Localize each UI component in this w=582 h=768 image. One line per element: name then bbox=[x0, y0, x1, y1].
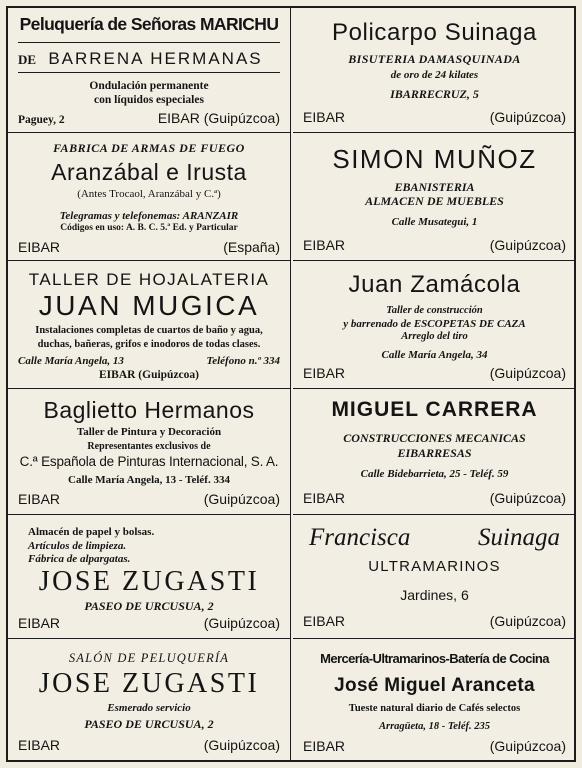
ad-aranzabal-irusta bbox=[8, 133, 290, 261]
ad-footer bbox=[18, 110, 280, 126]
ad-footer bbox=[303, 490, 566, 506]
ad-name: Juan Zamácola bbox=[348, 271, 521, 298]
ad-name: Policarpo Suinaga bbox=[331, 19, 537, 46]
advertisement-page bbox=[6, 6, 576, 762]
ad-province: (Guipúzcoa) bbox=[203, 615, 280, 631]
ad-line: Fábrica de alpargatas. bbox=[28, 553, 131, 565]
ad-footer bbox=[18, 239, 280, 255]
ad-province: (Guipúzcoa) bbox=[489, 738, 566, 754]
ad-jose-miguel-aranceta bbox=[293, 639, 576, 764]
ad-line: Arreglo del tiro bbox=[401, 331, 468, 342]
ad-address: Calle Musategui, 1 bbox=[391, 216, 478, 228]
ad-address: Jardines, 6 bbox=[400, 587, 469, 603]
ad-city: EIBAR (Guipúzcoa) bbox=[99, 369, 199, 381]
ad-address: IBARRECRUZ, 5 bbox=[390, 87, 479, 101]
ad-desc: EBANISTERIA bbox=[394, 180, 475, 194]
ad-first-name: Francisca bbox=[309, 524, 411, 551]
ad-footer bbox=[303, 365, 566, 381]
ad-footer bbox=[18, 737, 280, 753]
ad-line: Artículos de limpieza. bbox=[28, 540, 127, 552]
ad-desc: ULTRAMARINOS bbox=[368, 558, 501, 575]
ad-city: EIBAR bbox=[303, 365, 346, 381]
ad-city: EIBAR bbox=[18, 615, 61, 631]
ad-headline: Peluquería de Señoras MARICHU bbox=[19, 14, 279, 34]
ad-line: Taller de construcción bbox=[386, 305, 483, 316]
ad-address: Calle María Angela, 13 bbox=[18, 355, 124, 367]
ad-miguel-carrera bbox=[293, 389, 576, 515]
ad-province: (Guipúzcoa) bbox=[489, 490, 566, 506]
ad-name: Baglietto Hermanos bbox=[43, 397, 255, 423]
ad-address: Paguey, 2 bbox=[18, 114, 65, 126]
ad-sub: ALMACEN DE MUEBLES bbox=[365, 194, 504, 208]
right-column bbox=[293, 8, 576, 760]
left-column bbox=[8, 8, 291, 760]
ad-line: Ondulación permanente bbox=[89, 80, 209, 92]
ad-name bbox=[309, 524, 560, 552]
ad-city: EIBAR bbox=[18, 737, 61, 753]
ad-footer bbox=[18, 491, 280, 507]
ad-headline: Mercería-Ultramarinos-Batería de Cocina bbox=[320, 651, 549, 666]
ad-footer bbox=[303, 237, 566, 253]
ad-name: SIMON MUÑOZ bbox=[332, 144, 537, 174]
ad-footer bbox=[303, 613, 566, 629]
ad-sub: EIBARRESAS bbox=[397, 446, 472, 460]
ad-jose-zugasti-almacen bbox=[8, 515, 290, 639]
ad-desc: CONSTRUCCIONES MECANICAS bbox=[343, 431, 526, 445]
ad-line: con líquidos especiales bbox=[94, 94, 204, 106]
ad-codes: Códigos en uso: A. B. C. 5.ª Ed. y Particular bbox=[60, 223, 238, 233]
ad-city: EIBAR bbox=[18, 491, 61, 507]
ad-contact bbox=[18, 355, 280, 367]
ad-city: EIBAR (Guipúzcoa) bbox=[157, 110, 280, 126]
ad-city: EIBAR bbox=[303, 738, 346, 754]
ad-kicker: TALLER DE HOJALATERIA bbox=[28, 270, 270, 289]
ad-kicker: SALÓN DE PELUQUERÍA bbox=[68, 651, 230, 665]
ad-city: EIBAR bbox=[303, 237, 346, 253]
ad-address: Arragüeta, 18 - Teléf. 235 bbox=[378, 721, 491, 732]
ad-owners: BARRENA HERMANAS bbox=[48, 49, 263, 68]
ad-name: JOSE ZUGASTI bbox=[38, 668, 260, 699]
ad-address: Calle María Angela, 13 - Teléf. 334 bbox=[68, 474, 230, 486]
ad-province: (Guipúzcoa) bbox=[489, 109, 566, 125]
ad-name: JOSE ZUGASTI bbox=[38, 566, 260, 597]
divider bbox=[18, 72, 280, 73]
ad-desc: BISUTERIA DAMASQUINADA bbox=[348, 52, 521, 66]
divider bbox=[18, 42, 280, 43]
ad-former-name: (Antes Trocaol, Aranzábal y C.ª) bbox=[77, 188, 221, 200]
ad-baglietto-hermanos bbox=[8, 389, 290, 515]
ad-province: (Guipúzcoa) bbox=[203, 737, 280, 753]
ad-juan-zamacola bbox=[293, 261, 576, 389]
de-label: DE bbox=[18, 52, 37, 67]
ad-telegrams: Telegramas y telefonemas: ARANZAIR bbox=[59, 210, 239, 222]
ad-province: (Guipúzcoa) bbox=[489, 237, 566, 253]
ad-name: JUAN MUGICA bbox=[38, 290, 260, 321]
ad-city: EIBAR bbox=[303, 490, 346, 506]
ad-kicker: FABRICA DE ARMAS DE FUEGO bbox=[53, 141, 245, 155]
ad-province: (Guipúzcoa) bbox=[203, 491, 280, 507]
ad-jose-zugasti-peluqueria bbox=[8, 639, 290, 764]
ad-city: EIBAR bbox=[18, 239, 61, 255]
ad-desc: Tueste natural diario de Cafés selectos bbox=[348, 703, 521, 714]
ad-line: y barrenado de ESCOPETAS DE CAZA bbox=[343, 318, 526, 330]
ad-footer bbox=[303, 109, 566, 125]
ad-phone: Teléfono n.º 334 bbox=[206, 355, 280, 367]
ad-city: EIBAR bbox=[303, 613, 346, 629]
ad-address: PASEO DE URCUSUA, 2 bbox=[84, 717, 214, 731]
ad-name: José Miguel Aranceta bbox=[334, 675, 535, 696]
ad-address: PASEO DE URCUSUA, 2 bbox=[84, 599, 214, 613]
ad-address: Calle María Angela, 34 bbox=[381, 349, 488, 361]
ad-peluqueria-marichu bbox=[8, 8, 290, 133]
ad-line: Almacén de papel y bolsas. bbox=[28, 526, 155, 538]
ad-country: (España) bbox=[223, 239, 280, 255]
ad-desc: Taller de Pintura y Decoración bbox=[76, 426, 222, 438]
ad-name: Aranzábal e Irusta bbox=[51, 159, 247, 185]
ad-owners-line bbox=[18, 49, 280, 69]
ad-address: Calle Bidebarrieta, 25 - Teléf. 59 bbox=[360, 468, 509, 480]
ad-simon-munoz bbox=[293, 133, 576, 261]
ad-juan-mugica bbox=[8, 261, 290, 389]
ad-city: EIBAR bbox=[303, 109, 346, 125]
ad-last-name: Suinaga bbox=[478, 524, 560, 551]
ad-company: C.ª Española de Pinturas Internacional, S. A. bbox=[19, 454, 279, 469]
ad-province: (Guipúzcoa) bbox=[489, 613, 566, 629]
ad-name: MIGUEL CARRERA bbox=[331, 398, 538, 421]
ad-footer bbox=[303, 738, 566, 754]
ad-province: (Guipúzcoa) bbox=[489, 365, 566, 381]
ad-francisca-suinaga bbox=[293, 515, 576, 639]
ad-desc: Instalaciones completas de cuartos de baño y agua, bbox=[35, 325, 263, 336]
ad-rep: Representantes exclusivos de bbox=[87, 441, 211, 452]
ad-sub: de oro de 24 kilates bbox=[390, 69, 479, 81]
ad-desc: duchas, bañeras, grifos e inodoros de todas clases. bbox=[37, 339, 261, 350]
ad-policarpo-suinaga bbox=[293, 8, 576, 133]
ad-desc: Esmerado servicio bbox=[107, 702, 191, 714]
ad-footer bbox=[18, 615, 280, 631]
